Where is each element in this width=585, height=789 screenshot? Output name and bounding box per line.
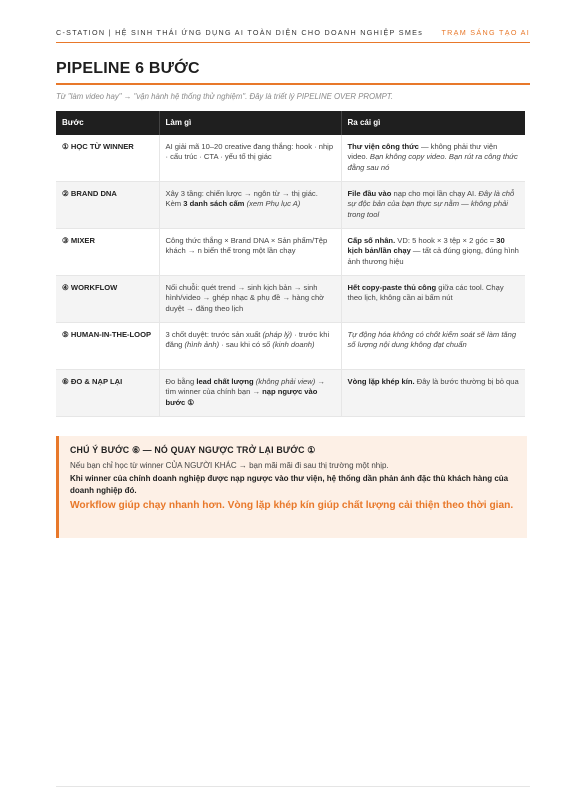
step-action-text: Xây 3 tầng: chiến lược → ngôn từ → thị giác. Kèm	[165, 189, 318, 209]
step-result-text: Vòng lặp khép kín.	[347, 377, 415, 386]
pipeline-table	[56, 111, 525, 417]
step-action	[159, 182, 341, 229]
table-row	[56, 323, 525, 370]
step-result-text: Thư viện công thức	[347, 142, 419, 151]
footer-divider	[56, 786, 530, 787]
callout-line-2: Khi winner của chính doanh nghiệp được nạp ngược vào thư viện, hệ thống dần phản ánh đặc thù khách hàng của doanh nghiệp đó.	[70, 474, 509, 495]
step-result-text: Đây là chỗ sự độc bản của bạn thực sự nằm — không phải trong tool	[347, 189, 515, 219]
step-action-text: (pháp lý)	[262, 330, 293, 339]
table-row	[56, 370, 525, 417]
step-result-text: Cấp số nhân.	[347, 236, 396, 245]
step-action	[159, 323, 341, 370]
column-header-what: Làm gì	[159, 111, 341, 135]
column-header-step: Bước	[56, 111, 159, 135]
callout-title: CHÚ Ý BƯỚC ⑥ — NÓ QUAY NGƯỢC TRỞ LẠI BƯỚC ①	[70, 445, 316, 455]
step-result-text: VD: 5 hook × 3 tệp × 2 góc =	[395, 236, 497, 245]
brand-line: C-STATION | HỆ SINH THÁI ỨNG DỤNG AI TOÀN DIỆN CHO DOANH NGHIỆP SMEs	[56, 28, 424, 37]
step-action-text: (xem Phụ lục A)	[246, 199, 301, 209]
table-row	[56, 276, 525, 323]
step-result-text: Bạn không copy video. Bạn rút ra công thức đằng sau nó	[347, 152, 518, 172]
step-action	[159, 135, 341, 182]
step-result	[341, 276, 525, 323]
step-name: ① HỌC TỪ WINNER	[56, 135, 159, 182]
step-result-text: Tự động hóa không có chốt kiểm soát sẽ làm tăng số lượng nội dung không đạt chuẩn	[347, 330, 517, 350]
header-divider	[56, 42, 530, 43]
step-action-text: 3 chốt duyệt: trước sản xuất	[165, 330, 263, 339]
step-result-text: File đầu vào	[347, 189, 392, 198]
step-action-text: (kinh doanh)	[272, 340, 315, 350]
page-title: PIPELINE 6 BƯỚC	[56, 60, 200, 77]
table-row	[56, 182, 525, 229]
step-result	[341, 135, 525, 182]
step-result	[341, 182, 525, 229]
step-name: ⑤ HUMAN-IN-THE-LOOP	[56, 323, 159, 370]
step-result-text: — tất cả đúng giọng, đúng hình ảnh thương hiệu	[347, 246, 519, 266]
step-action-text: · trước khi đăng	[165, 330, 330, 350]
step-action-text: (hình ảnh)	[184, 340, 220, 350]
step-result-text: giữa các tool. Chạy theo lịch, không cần ai bấm nút	[347, 283, 504, 303]
step-action-text: → tìm winner của chính bạn →	[165, 377, 326, 397]
step-action-text: Đo bằng	[165, 377, 197, 386]
title-divider	[56, 83, 530, 85]
table-header-row	[56, 111, 525, 135]
callout-line-1: Nếu bạn chỉ học từ winner CỦA NGƯỜI KHÁC → bạn mãi mãi đi sau thị trường một nhịp.	[70, 461, 389, 470]
step-result-text: Đây là bước thường bị bỏ qua	[414, 377, 519, 386]
table-row	[56, 135, 525, 182]
step-action-text: nạp ngược vào bước ①	[165, 387, 318, 407]
table-row	[56, 229, 525, 276]
step-name: ② BRAND DNA	[56, 182, 159, 229]
step-action-text: · sau khi có số	[219, 340, 273, 350]
step-action	[159, 229, 341, 276]
step-result	[341, 370, 525, 417]
step-name: ③ MIXER	[56, 229, 159, 276]
callout-box	[56, 436, 527, 538]
step-result-text: 30 kịch bản/lần chạy	[347, 236, 505, 256]
step-action	[159, 370, 341, 417]
step-action	[159, 276, 341, 323]
step-action-text: lead chất lượng	[196, 377, 254, 386]
step-action-text: 3 danh sách cấm	[183, 199, 245, 209]
step-action-text: Công thức thắng × Brand DNA × Sản phẩm/Tệp khách → n biến thể trong một lần chạy	[165, 236, 328, 256]
page-subtitle: Từ "làm video hay" → "vận hành hệ thống thử nghiệm". Đây là triết lý PIPELINE OVER PROMPT.	[56, 92, 394, 101]
step-result	[341, 229, 525, 276]
step-action-text: AI giải mã 10–20 creative đang thắng: hook · nhịp · cấu trúc · CTA · yếu tố thị giác	[165, 142, 334, 162]
step-name: ④ WORKFLOW	[56, 276, 159, 323]
step-result-text: — không phải thư viện video.	[347, 142, 498, 162]
running-header	[56, 28, 530, 42]
step-action-text: Nối chuỗi: quét trend → sinh kịch bản → sinh hình/video → ghép nhạc & phụ đề → hàng chờ duyệt → đăng theo lịch	[165, 283, 325, 313]
step-result-text: nạp cho mọi lần chạy AI.	[391, 189, 479, 198]
step-result-text: Hết copy-paste thủ công	[347, 283, 437, 292]
step-action-text: (không phải view)	[255, 377, 316, 386]
callout-highlight: Workflow giúp chạy nhanh hơn. Vòng lặp khép kín giúp chất lượng cải thiện theo thời gian.	[70, 500, 514, 511]
section-tag: TRẠM SÁNG TẠO AI	[441, 28, 530, 37]
step-name: ⑥ ĐO & NẠP LẠI	[56, 370, 159, 417]
step-result	[341, 323, 525, 370]
column-header-result: Ra cái gì	[341, 111, 525, 135]
